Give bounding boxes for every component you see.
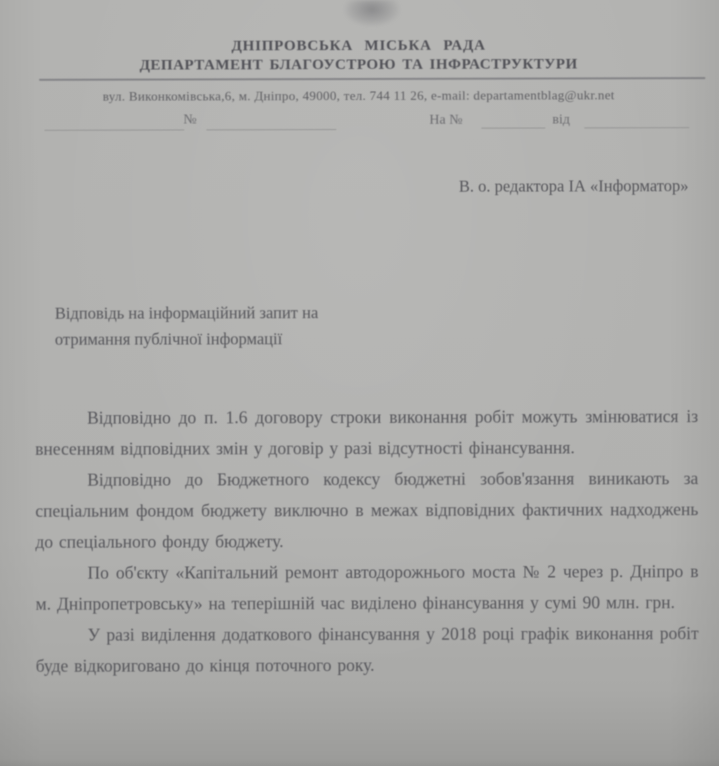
- department-name: ДЕПАРТАМЕНТ БЛАГОУСТРОЮ ТА ІНФРАСТРУКТУРИ: [139, 56, 578, 74]
- subject-line-1: Відповідь на інформаційний запит на: [54, 303, 319, 323]
- incoming-number-blank: [481, 128, 545, 129]
- body-paragraph: Відповідно до Бюджетного кодексу бюджетні зобов'язання виникають за спеціальним фондом бюджету виключно в межах відповідних фактичних надходжень до спеціального фонду бюджету.: [35, 468, 699, 552]
- addressee-line: В. о. редактора ІА «Інформатор»: [458, 176, 689, 196]
- letterhead-divider: [39, 77, 705, 81]
- incoming-date-label: від: [552, 112, 570, 128]
- body-paragraph: По об'єкту «Капітальний ремонт автодорожнього моста № 2 через р. Дніпро в м. Дніпропетровську» на теперішній час виділено фінансування у сумі 90 млн. грн.: [35, 561, 699, 614]
- body-paragraph: У разі виділення додаткового фінансування у 2018 році графік виконання робіт буде відкориговано до кінця поточного року.: [35, 623, 699, 676]
- outgoing-date-blank: [44, 129, 184, 130]
- incoming-date-blank: [584, 127, 689, 128]
- body-paragraph: Відповідно до п. 1.6 договору строки виконання робіт можуть змінюватися із внесенням відповідних змін у договір у разі відсутності фінансування.: [35, 406, 699, 459]
- outgoing-number-label: №: [183, 112, 197, 128]
- subject-line-2: отримання публічної інформації: [54, 329, 283, 349]
- contact-line: вул. Виконкомівська,6, м. Дніпро, 49000, тел. 744 11 26, e-mail: departamentblag@ukr.net: [102, 87, 615, 104]
- outgoing-number-blank: [206, 129, 336, 130]
- organization-name: ДНІПРОВСЬКА МІСЬКА РАДА: [231, 37, 486, 55]
- incoming-number-label: На №: [429, 112, 463, 128]
- letter-body: [35, 401, 699, 682]
- coat-of-arms-emblem-icon: [343, 0, 401, 27]
